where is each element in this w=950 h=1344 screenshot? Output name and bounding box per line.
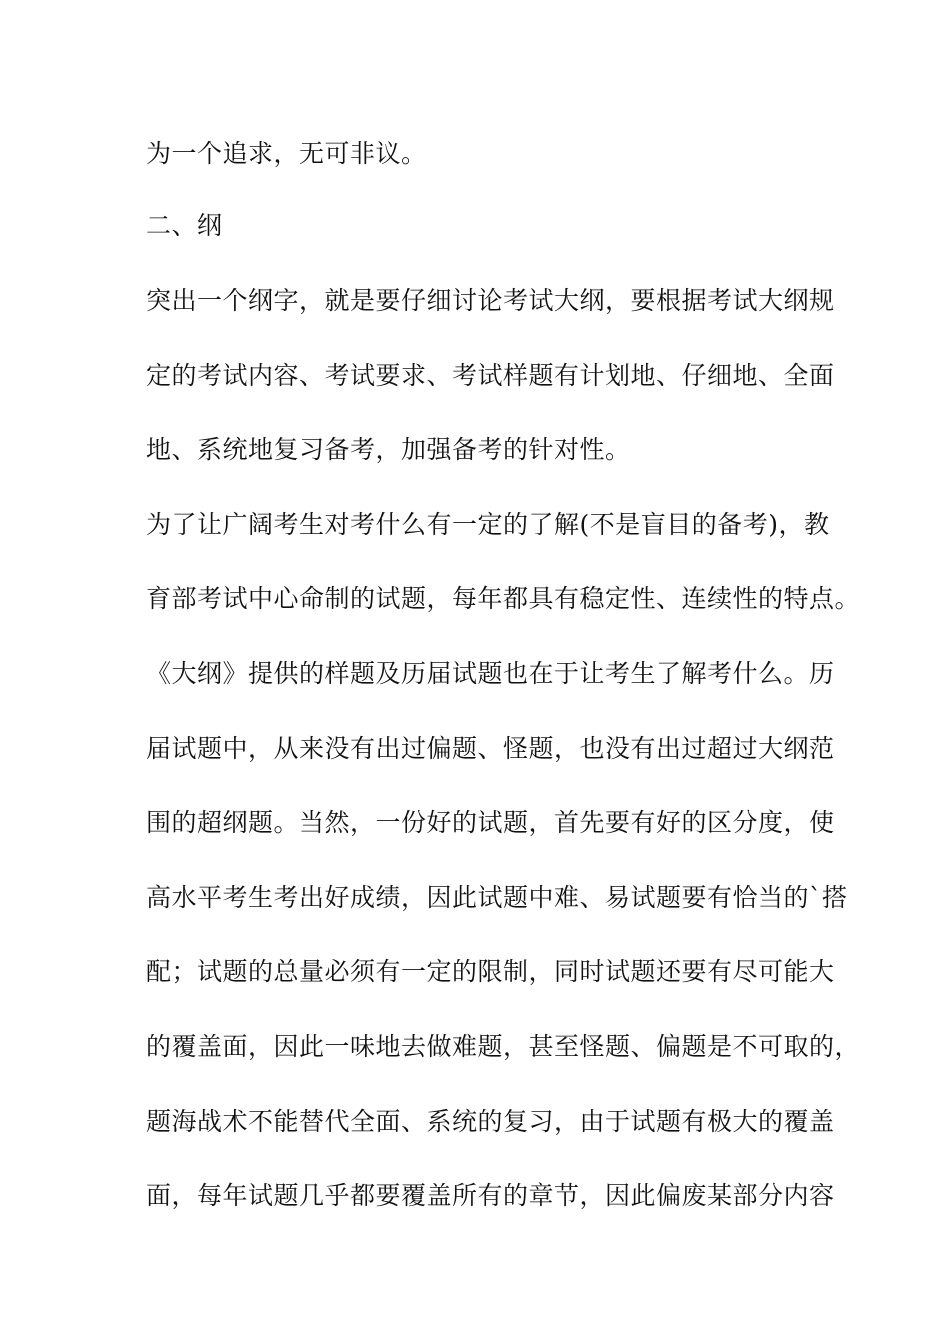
- text-line: 高水平考生考出好成绩，因此试题中难、易试题要有恰当的`搭: [146, 883, 848, 912]
- text-line: 配；试题的总量必须有一定的限制，同时试题还要有尽可能大: [146, 957, 835, 986]
- text-line: 地、系统地复习备考，加强备考的针对性。: [146, 435, 631, 464]
- text-line: 《大纲》提供的样题及历届试题也在于让考生了解考什么。历: [146, 659, 835, 688]
- text-line: 届试题中，从来没有出过偏题、怪题，也没有出过超过大纲范: [146, 734, 835, 763]
- text-line: 围的超纲题。当然，一份好的试题，首先要有好的区分度，使: [146, 808, 835, 837]
- section-heading: 二、纲: [146, 211, 223, 240]
- text-line: 育部考试中心命制的试题，每年都具有稳定性、连续性的特点。: [146, 584, 861, 613]
- text-line: 面，每年试题几乎都要覆盖所有的章节，因此偏废某部分内容: [146, 1181, 835, 1210]
- text-line: 突出一个纲字，就是要仔细讨论考试大纲，要根据考试大纲规: [146, 286, 835, 315]
- text-line: 题海战术不能替代全面、系统的复习，由于试题有极大的覆盖: [146, 1107, 835, 1136]
- text-line: 的覆盖面，因此一味地去做难题，甚至怪题、偏题是不可取的，: [146, 1032, 861, 1061]
- text-line: 定的考试内容、考试要求、考试样题有计划地、仔细地、全面: [146, 361, 835, 390]
- text-line: 为一个追求，无可非议。: [146, 139, 427, 168]
- text-line: 为了让广阔考生对考什么有一定的了解(不是盲目的备考)，教: [146, 510, 830, 539]
